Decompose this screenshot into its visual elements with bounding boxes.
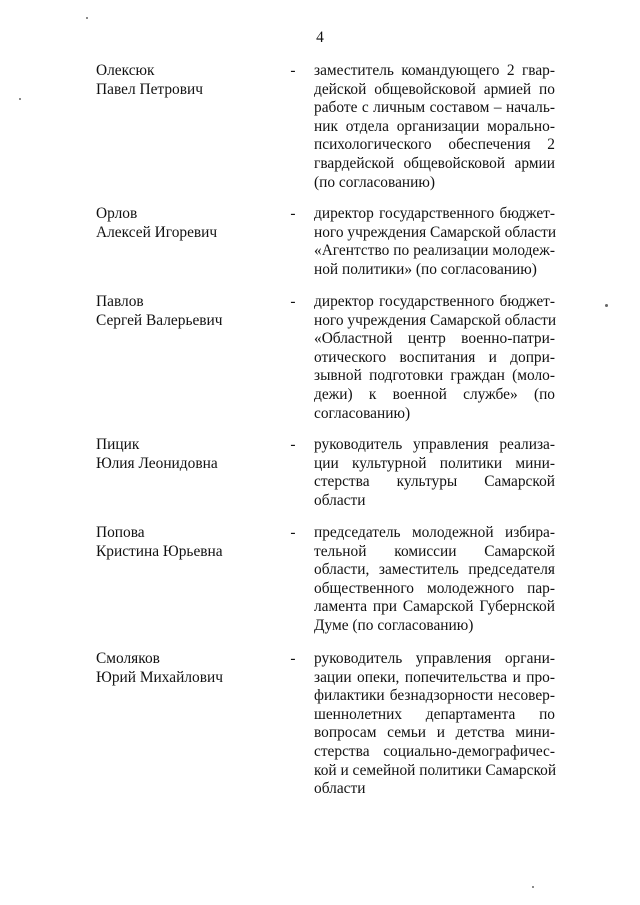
position-line: дежи) к военной службе» (по	[314, 385, 555, 403]
position-line: ной политики» (по согласованию)	[314, 260, 537, 278]
member-surname: Орлов	[96, 205, 138, 222]
position-line: ламента при Самарской Губернской	[314, 598, 555, 616]
position-line: согласованию)	[314, 404, 411, 422]
position-line: руководитель управления реализа-	[314, 436, 555, 453]
position-line: зывной подготовки граждан (моло-	[314, 367, 555, 385]
separator-dash: -	[290, 524, 296, 541]
member-name	[96, 650, 276, 687]
position-line: директор государственного бюджет-	[314, 205, 555, 222]
position-line: стерства культуры Самарской	[314, 473, 555, 491]
position-line: отического воспитания и допри-	[314, 348, 555, 366]
member-name	[96, 293, 276, 330]
position-line: ник отдела организации морально-	[314, 117, 555, 135]
position-line: общественного молодежного пар-	[314, 579, 555, 597]
member-given-names: Павел Петрович	[96, 80, 203, 98]
position-line: дейской общевойсковой армией по	[314, 80, 555, 98]
member-given-names: Алексей Игоревич	[96, 223, 218, 241]
member-surname: Павлов	[96, 293, 144, 310]
member-name	[96, 436, 276, 473]
member-position	[314, 205, 555, 279]
position-line: гвардейской общевойсковой армии	[314, 154, 555, 172]
position-line: психологического обеспечения 2	[314, 136, 555, 154]
position-line: ного учреждения Самарской области	[314, 223, 557, 241]
scan-speck	[86, 17, 88, 19]
member-given-names: Юлия Леонидовна	[96, 454, 218, 472]
member-position	[314, 524, 555, 636]
member-name	[96, 205, 276, 242]
position-line: руководитель управления органи-	[314, 650, 555, 667]
position-line: ции культурной политики мини-	[314, 454, 555, 472]
position-line: (по согласованию)	[314, 173, 435, 191]
member-surname: Смоляков	[96, 650, 160, 667]
member-surname: Попова	[96, 524, 145, 541]
member-given-names: Юрий Михайлович	[96, 668, 223, 686]
member-surname: Пицик	[96, 436, 140, 453]
position-line: «Областной центр военно-патри-	[314, 330, 555, 348]
scan-speck	[532, 886, 534, 888]
position-line: кой и семейной политики Самарской	[314, 761, 557, 779]
position-line: области	[314, 491, 366, 509]
separator-dash: -	[290, 650, 296, 667]
scan-speck	[19, 98, 21, 100]
separator-dash: -	[290, 62, 296, 79]
position-line: работе с личным составом – началь-	[314, 99, 555, 117]
page-number: 4	[316, 29, 324, 46]
position-line: директор государственного бюджет-	[314, 293, 555, 310]
member-given-names: Сергей Валерьевич	[96, 311, 223, 329]
position-line: филактики безнадзорности несовер-	[314, 687, 555, 705]
member-given-names: Кристина Юрьевна	[96, 542, 223, 560]
separator-dash: -	[290, 205, 296, 222]
member-surname: Олексюк	[96, 62, 155, 79]
position-line: стерства социально-демографичес-	[314, 742, 555, 760]
position-line: области	[314, 780, 366, 798]
member-name	[96, 62, 276, 99]
position-line: Думе (по согласованию)	[314, 616, 474, 634]
scan-speck	[605, 304, 608, 307]
position-line: вопросам семьи и детства мини-	[314, 724, 555, 742]
position-line: ного учреждения Самарской области	[314, 311, 557, 329]
member-position	[314, 293, 555, 423]
member-name	[96, 524, 276, 561]
position-line: зации опеки, попечительства и про-	[314, 668, 555, 686]
member-position	[314, 62, 555, 192]
position-line: «Агентство по реализации молодеж-	[314, 242, 555, 260]
member-position	[314, 436, 555, 510]
position-line: заместитель командующего 2 гвар-	[314, 62, 555, 79]
separator-dash: -	[290, 293, 296, 310]
position-line: председатель молодежной избира-	[314, 524, 555, 541]
member-position	[314, 650, 555, 799]
position-line: области, заместитель председателя	[314, 561, 555, 579]
separator-dash: -	[290, 436, 296, 453]
position-line: шеннолетних департамента по	[314, 705, 555, 723]
position-line: тельной комиссии Самарской	[314, 542, 555, 560]
